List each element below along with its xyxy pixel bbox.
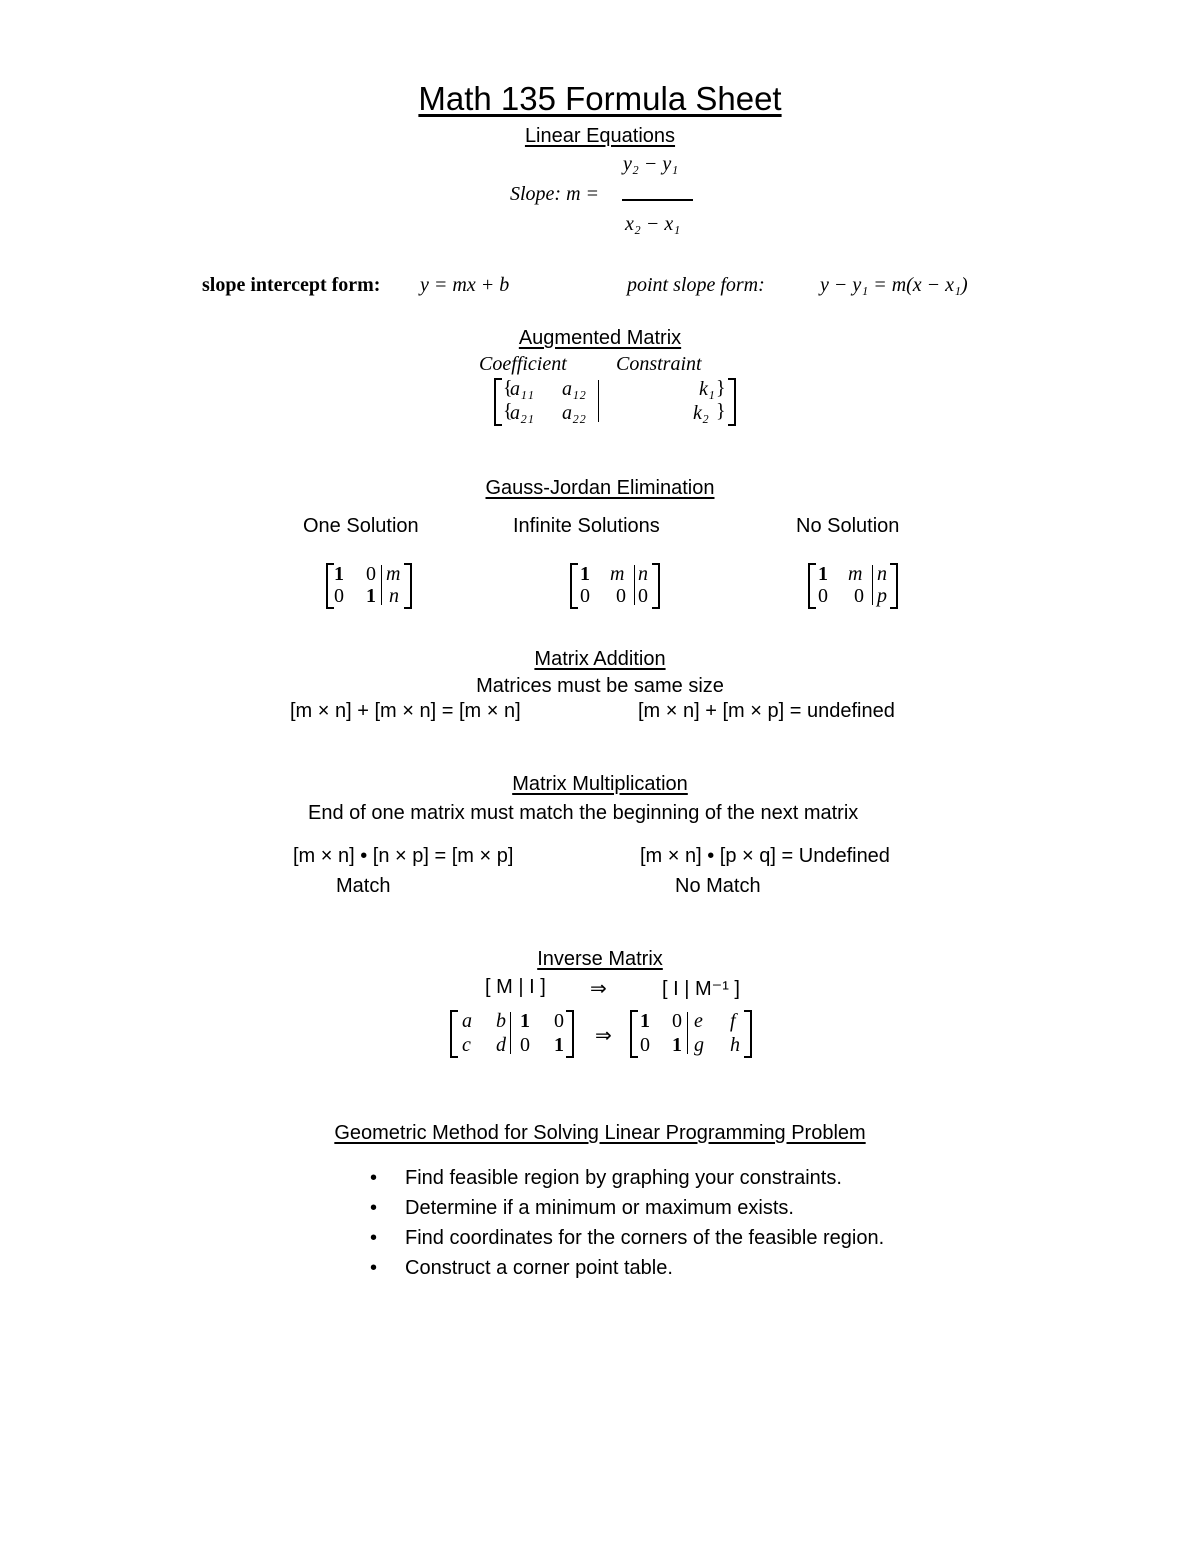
slope-numerator: y₂ − y₁ (623, 153, 679, 175)
matrix-multiplication-note: End of one matrix must match the beginning of the next matrix (308, 802, 859, 824)
matrix-cell: c (462, 1034, 471, 1056)
right-bracket (566, 1010, 574, 1058)
matrix-cell: 0 (818, 585, 828, 607)
matrix-cell: 1 (334, 563, 344, 585)
augmented-matrix (494, 378, 738, 426)
matrix-cell: n (638, 563, 648, 585)
matrix-cell: a₁₁ (510, 378, 534, 400)
matrix-cell: 1 (580, 563, 590, 585)
inverse-matrix-heading: Inverse Matrix (537, 948, 663, 970)
infinite-solutions-label: Infinite Solutions (513, 515, 660, 537)
left-bracket (494, 378, 502, 426)
multiplication-example-match: [m × n] • [n × p] = [m × p] (293, 845, 514, 867)
constraint-label: Constraint (616, 353, 702, 375)
right-bracket (404, 563, 412, 609)
linear-equations-heading: Linear Equations (524, 125, 676, 147)
match-label: Match (336, 875, 391, 897)
slope-denominator: x₂ − x₁ (625, 213, 681, 235)
matrix-cell: a₁₂ (562, 378, 586, 400)
right-brace: } (716, 400, 726, 422)
no-match-label: No Match (675, 875, 761, 897)
matrix-addition-note: Matrices must be same size (476, 675, 724, 697)
augment-divider (872, 565, 873, 605)
slope-fraction-bar (622, 199, 693, 201)
geometric-steps-list (370, 1163, 884, 1283)
matrix-cell: 0 (638, 585, 648, 607)
right-bracket (652, 563, 660, 609)
matrix-cell: 0 (554, 1010, 564, 1032)
matrix-cell: 0 (672, 1010, 682, 1032)
matrix-cell: f (730, 1010, 736, 1032)
left-bracket (630, 1010, 638, 1058)
augment-divider (634, 565, 635, 605)
matrix-cell: k₂ (693, 402, 709, 424)
matrix-cell: 1 (554, 1034, 564, 1056)
no-solution-label: No Solution (796, 515, 900, 537)
augment-divider (687, 1012, 688, 1054)
matrix-cell: m (610, 563, 625, 585)
right-bracket (890, 563, 898, 609)
slope-label: Slope: m = (510, 183, 600, 205)
matrix-cell: 0 (520, 1034, 530, 1056)
matrix-cell: p (877, 585, 887, 607)
matrix-cell: m (386, 563, 401, 585)
inverse-general-right: [ I | M⁻¹ ] (662, 978, 740, 1000)
list-item (370, 1223, 884, 1253)
addition-example-valid: [m × n] + [m × n] = [m × n] (290, 700, 521, 722)
left-bracket (326, 563, 334, 609)
matrix-cell: n (877, 563, 887, 585)
step-text: Determine if a minimum or maximum exists. (405, 1197, 794, 1219)
matrix-cell: 0 (366, 563, 376, 585)
left-bracket (570, 563, 578, 609)
gauss-jordan-heading: Gauss-Jordan Elimination (485, 477, 715, 499)
bullet-icon: • (370, 1227, 378, 1249)
matrix-cell: k₁ (699, 378, 715, 400)
right-bracket (728, 378, 736, 426)
matrix-multiplication-heading: Matrix Multiplication (512, 773, 688, 795)
right-bracket (744, 1010, 752, 1058)
matrix-cell: e (694, 1010, 703, 1032)
point-slope-equation: y − y₁ = m(x − x₁) (820, 274, 968, 296)
inverse-right-matrix (630, 1010, 752, 1058)
augmented-matrix-heading: Augmented Matrix (518, 327, 682, 349)
augment-divider (598, 380, 599, 422)
slope-intercept-label: slope intercept form: (202, 274, 381, 296)
page-title: Math 135 Formula Sheet (418, 80, 782, 117)
addition-example-undefined: [m × n] + [m × p] = undefined (638, 700, 895, 722)
matrix-cell: 1 (366, 585, 376, 607)
matrix-cell: 0 (334, 585, 344, 607)
matrix-cell: d (496, 1034, 506, 1056)
inverse-general-left: [ M | I ] (485, 976, 546, 998)
list-item (370, 1163, 884, 1193)
one-solution-label: One Solution (303, 515, 419, 537)
implies-arrow: ⇒ (595, 1025, 612, 1047)
slope-intercept-equation: y = mx + b (420, 274, 510, 296)
matrix-cell: n (389, 585, 399, 607)
matrix-addition-heading: Matrix Addition (534, 648, 666, 670)
inverse-left-matrix (450, 1010, 574, 1058)
augment-divider (381, 565, 382, 605)
step-text: Find coordinates for the corners of the feasible region. (405, 1227, 885, 1249)
matrix-cell: 1 (818, 563, 828, 585)
point-slope-label: point slope form: (627, 274, 765, 296)
multiplication-example-undefined: [m × n] • [p × q] = Undefined (640, 845, 890, 867)
infinite-solutions-matrix (570, 563, 660, 609)
no-solution-matrix (808, 563, 898, 609)
coefficient-label: Coefficient (479, 353, 567, 375)
implies-arrow: ⇒ (590, 978, 607, 1000)
left-bracket (450, 1010, 458, 1058)
matrix-cell: 1 (520, 1010, 530, 1032)
bullet-icon: • (370, 1197, 378, 1219)
matrix-cell: m (848, 563, 863, 585)
matrix-cell: g (694, 1034, 704, 1056)
left-bracket (808, 563, 816, 609)
matrix-cell: a₂₁ (510, 402, 534, 424)
list-item (370, 1193, 884, 1223)
matrix-cell: h (730, 1034, 740, 1056)
matrix-cell: 1 (672, 1034, 682, 1056)
geometric-method-heading: Geometric Method for Solving Linear Programming Problem (334, 1122, 866, 1144)
augment-divider (510, 1012, 511, 1054)
left-brace: { (503, 400, 513, 422)
step-text: Find feasible region by graphing your constraints. (405, 1167, 842, 1189)
right-brace: } (716, 377, 726, 399)
matrix-cell: 0 (616, 585, 626, 607)
bullet-icon: • (370, 1167, 378, 1189)
bullet-icon: • (370, 1257, 378, 1279)
matrix-cell: 0 (854, 585, 864, 607)
step-text: Construct a corner point table. (405, 1257, 673, 1279)
left-brace: { (503, 377, 513, 399)
matrix-cell: 1 (640, 1010, 650, 1032)
one-solution-matrix (326, 563, 414, 609)
list-item (370, 1253, 884, 1283)
matrix-cell: a₂₂ (562, 402, 586, 424)
matrix-cell: 0 (580, 585, 590, 607)
matrix-cell: b (496, 1010, 506, 1032)
matrix-cell: 0 (640, 1034, 650, 1056)
matrix-cell: a (462, 1010, 472, 1032)
